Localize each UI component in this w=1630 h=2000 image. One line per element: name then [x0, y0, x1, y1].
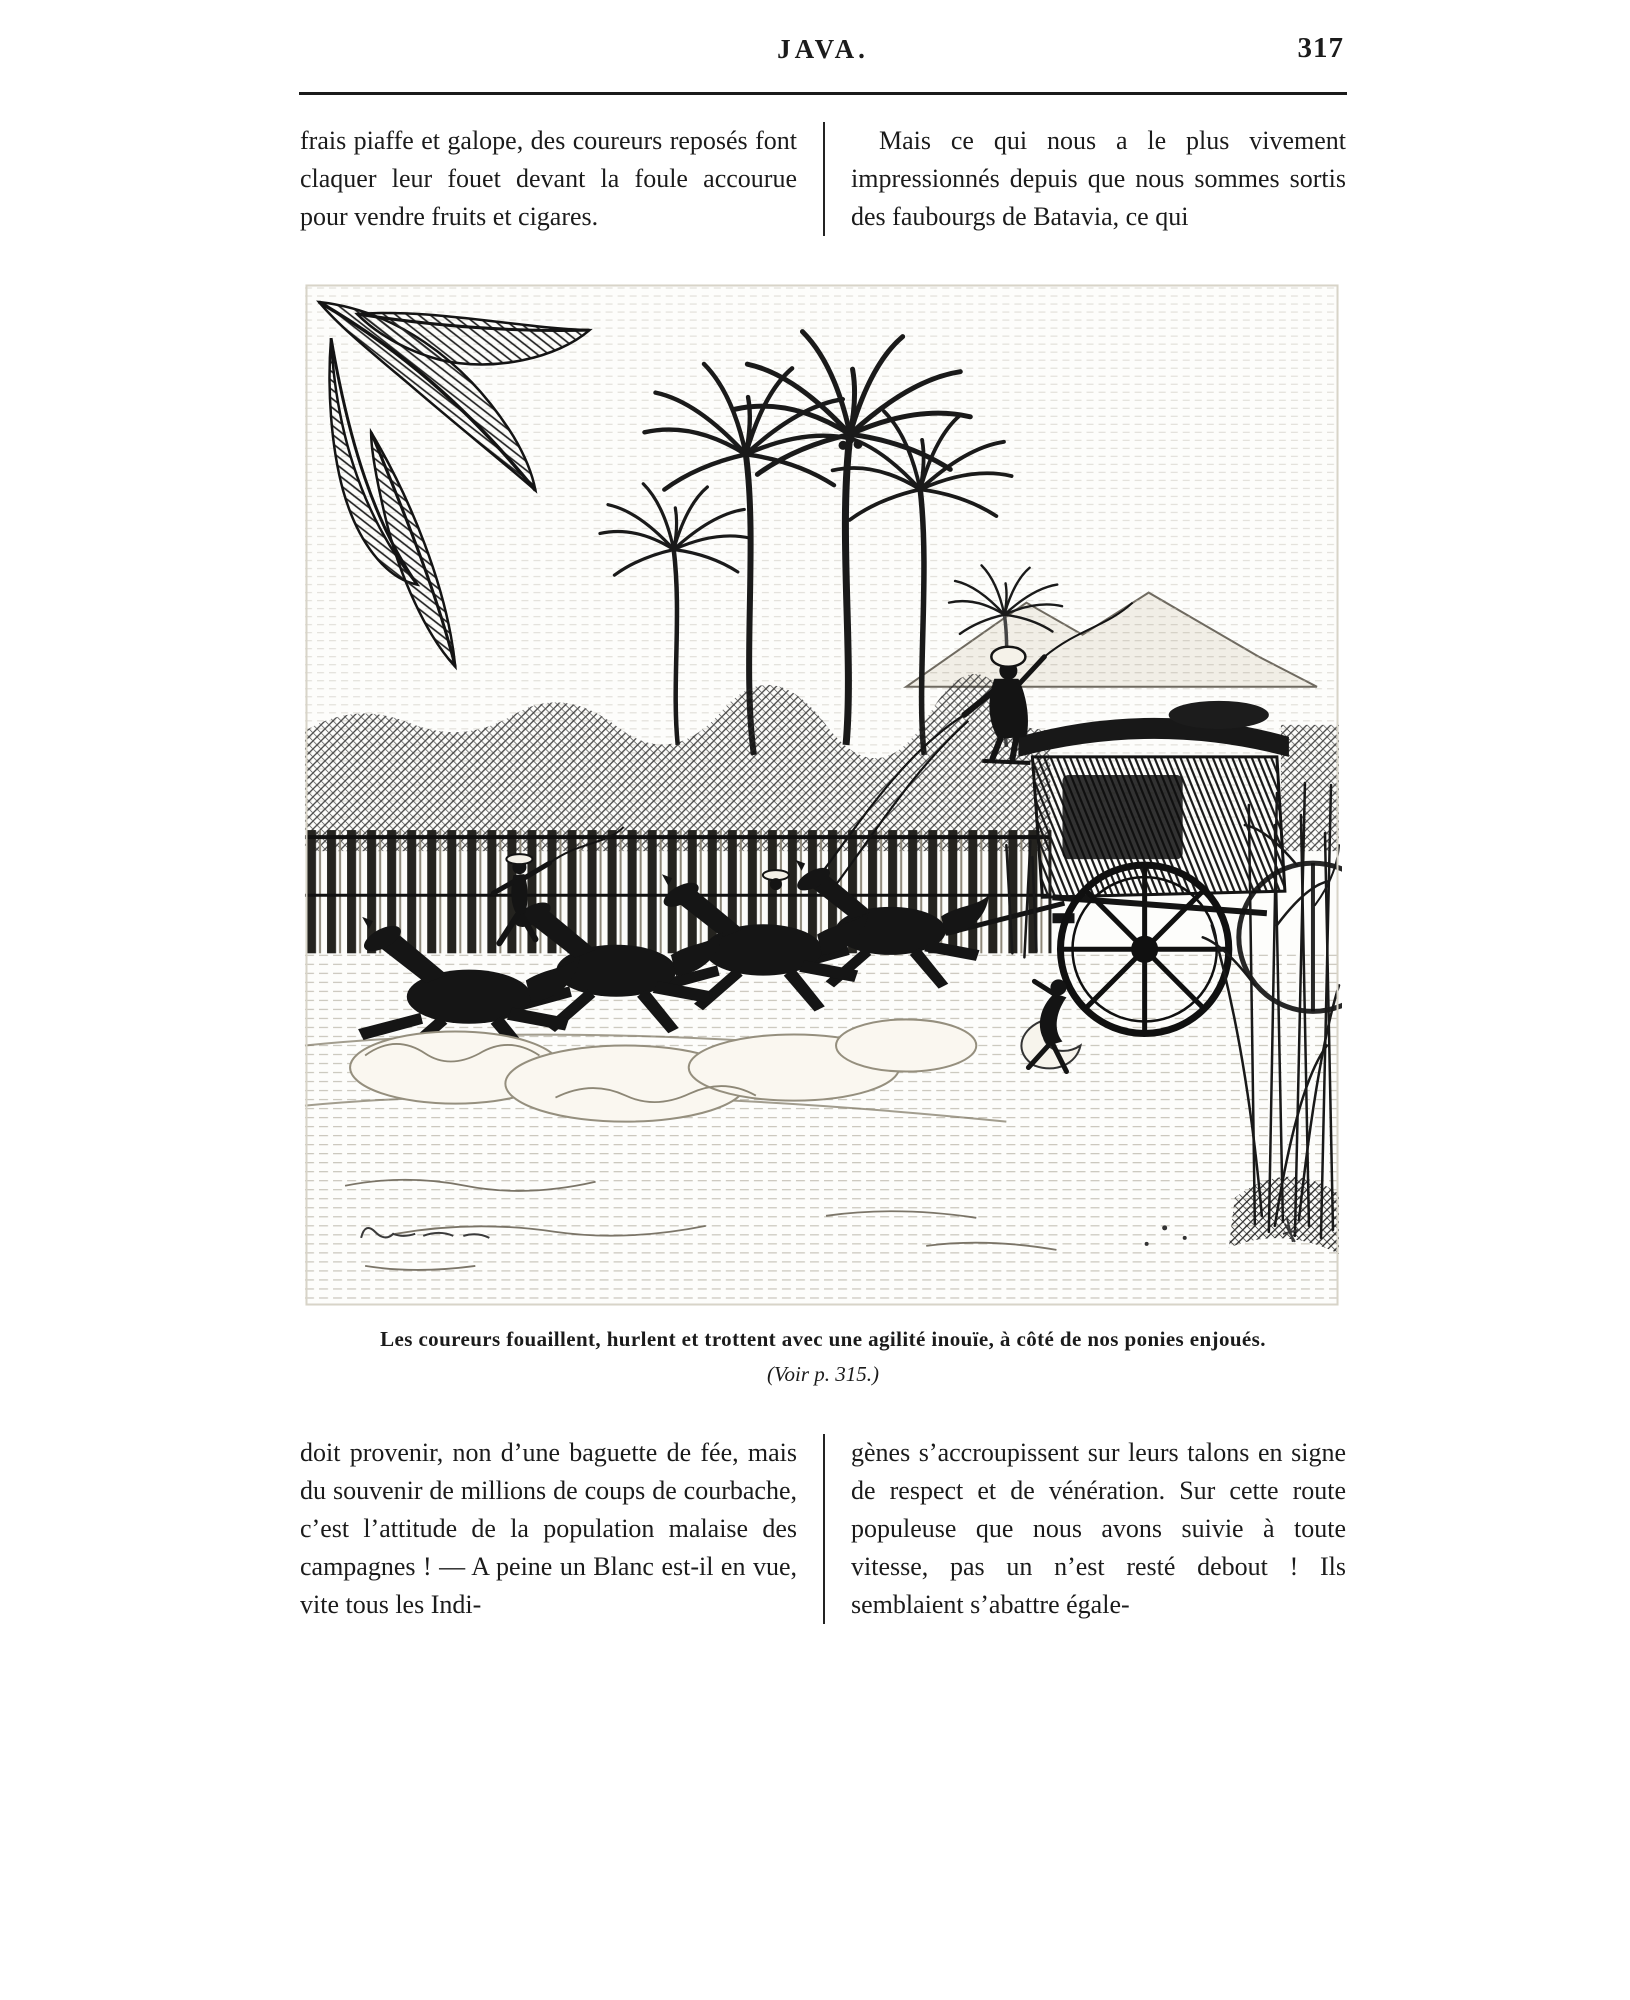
bottom-text-columns	[300, 1434, 1346, 1624]
caption-page-reference: (Voir p. 315.)	[767, 1362, 879, 1386]
top-column-left: frais piaffe et galope, des coureurs reposés font claquer leur fouet devant la foule accourue pour vendre fruits et cigares.	[300, 126, 797, 231]
header-rule	[299, 92, 1347, 95]
caption-text: Les coureurs fouaillent, hurlent et trottent avec une agilité inouïe, à côté de nos ponies enjoués.	[380, 1327, 1266, 1351]
bottom-column-left: doit provenir, non d’une baguette de fée, mais du souvenir de millions de coups de courbache, c’est l’attitude de la population malaise des campagnes ! — A peine un Blanc est-il en vue, vite tous les Indi-	[300, 1438, 797, 1619]
illustration-caption	[300, 1324, 1346, 1388]
engraving-scene	[302, 284, 1342, 1306]
page-number: 317	[1297, 32, 1344, 64]
page-header	[300, 34, 1346, 74]
top-text-columns	[300, 122, 1346, 236]
bottom-column-right: gènes s’accroupissent sur leurs talons en signe de respect et de vénération. Sur cette route populeuse que nous avons suivie à toute vitesse, pas un n’est resté debout ! Ils semblaient s’abattre égale-	[823, 1434, 1346, 1624]
running-title: JAVA.	[777, 34, 869, 64]
top-column-right: Mais ce qui nous a le plus vivement impressionnés depuis que nous sommes sortis des faubourgs de Batavia, ce qui	[823, 122, 1346, 236]
engraving-illustration	[302, 284, 1342, 1306]
